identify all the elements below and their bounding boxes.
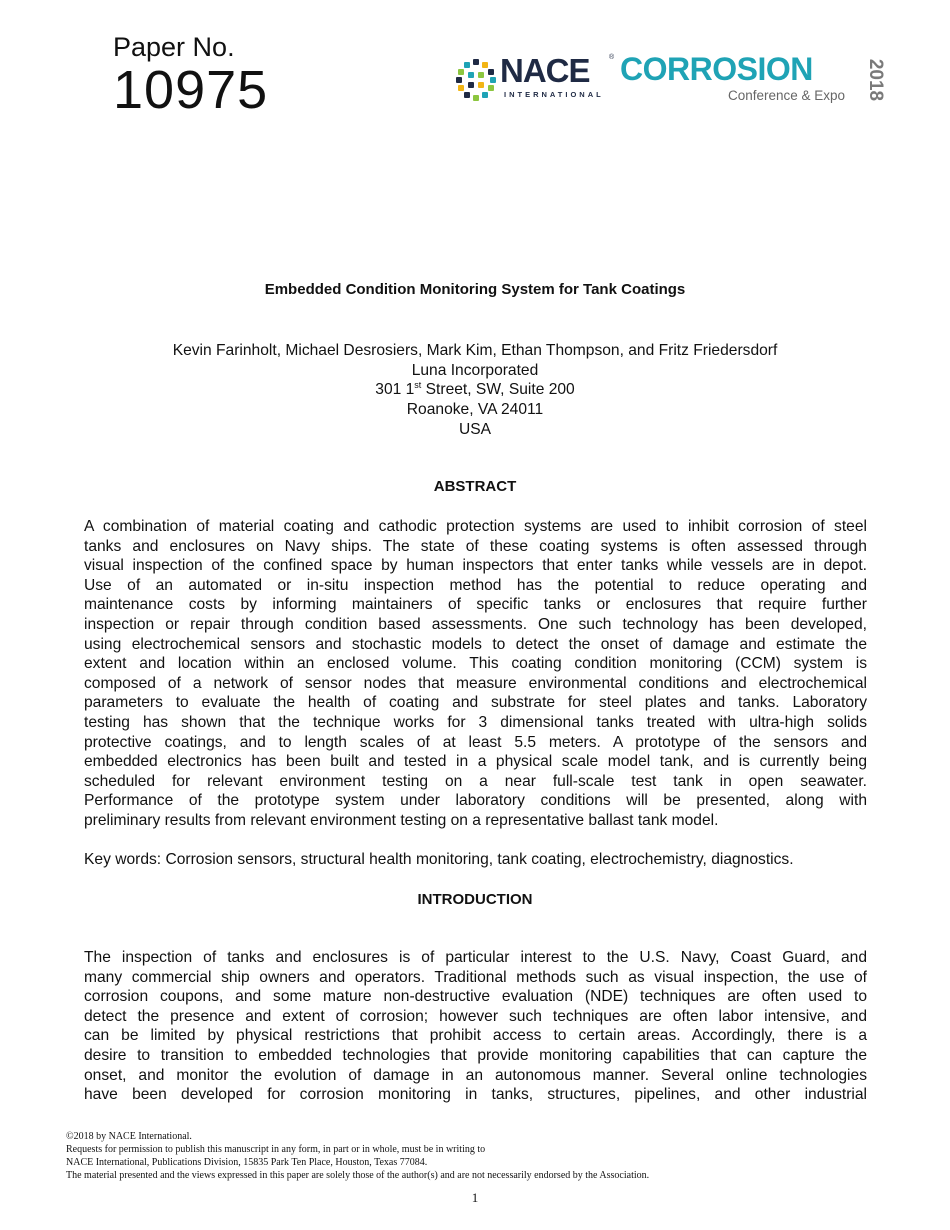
abstract-line: protective coatings, and to length scales of at least 5.5 meters. A prototype of the sensors and xyxy=(84,733,867,751)
address-street: Street, SW, Suite 200 xyxy=(421,381,575,399)
address-superscript: st xyxy=(414,380,422,391)
abstract-line: Use of an automated or in-situ inspection method has the potential to reduce operating and xyxy=(84,576,867,594)
abstract-line: testing has shown that the technique works for 3 dimensional tanks treated with ultra-high solids xyxy=(84,713,867,731)
abstract-heading: ABSTRACT xyxy=(433,478,517,495)
introduction-heading: INTRODUCTION xyxy=(417,891,533,908)
introduction-line: The inspection of tanks and enclosures is of particular interest to the U.S. Navy, Coast Guard, and xyxy=(84,949,867,966)
abstract-line: embedded electronics has been built and tested in a physical scale model tank, and is currently being xyxy=(84,753,867,771)
conference-year-text: 2018 xyxy=(865,58,886,102)
author-organization: Luna Incorporated xyxy=(411,361,539,379)
paper-number: 10975 xyxy=(113,60,269,120)
keywords xyxy=(84,850,867,870)
author-country: USA xyxy=(458,420,492,438)
abstract-paragraph xyxy=(84,517,867,831)
copyright-footer xyxy=(66,1130,649,1182)
abstract-line: maintenance costs by informing maintainers of specific tanks or enclosures that require further xyxy=(84,596,867,614)
abstract-line: parameters to evaluate the health of coating and substrate for steel plates and tanks. Laboratory xyxy=(84,694,867,712)
author-address xyxy=(0,380,950,400)
footer-line: NACE International, Publications Division, 15835 Park Ten Place, Houston, Texas 77084. xyxy=(66,1157,428,1168)
abstract-line: tanks and enclosures on Navy ships. The state of these coating systems is often assessed through xyxy=(84,537,867,555)
introduction-paragraph xyxy=(84,948,867,1105)
abstract-line: Performance of the prototype system under laboratory conditions will be presented, along with xyxy=(84,792,867,810)
abstract-line: scheduled for relevant environment testing on a near full-scale test tank in open seawater. xyxy=(84,772,867,790)
author-city: Roanoke, VA 24011 xyxy=(406,401,544,419)
paper-number-block xyxy=(113,32,269,120)
introduction-line: have been developed for corrosion monitoring in tanks, structures, pipelines, and other industrial xyxy=(84,1086,867,1104)
paper-number-label: Paper No. xyxy=(113,32,235,62)
conference-year xyxy=(864,56,886,104)
abstract-line: A combination of material coating and cathodic protection systems are used to inhibit corrosion of steel xyxy=(84,518,867,535)
abstract-line: composed of a network of sensor nodes that measure environmental conditions and electrochemical xyxy=(84,674,867,692)
registered-mark: ® xyxy=(609,54,615,61)
nace-wordmark: NACE xyxy=(500,52,590,89)
abstract-line: using electrochemical sensors and stochastic models to detect the onset of damage and estimate the xyxy=(84,635,867,653)
nace-globe-icon xyxy=(452,56,500,104)
footer-line: ©2018 by NACE International. xyxy=(66,1131,192,1142)
abstract-line: inspection or repair through condition based assessments. One such technology has been developed, xyxy=(84,615,867,633)
introduction-line: corrosion coupons, and some mature non-destructive evaluation (NDE) techniques are often used to xyxy=(84,988,867,1006)
footer-line: Requests for permission to publish this manuscript in any form, in part or in whole, must be in writing to xyxy=(66,1144,486,1155)
address-number: 301 1 xyxy=(375,381,415,399)
keywords-line: Key words: Corrosion sensors, structural health monitoring, tank coating, electrochemistry, diagnostics. xyxy=(84,851,794,868)
conference-logo xyxy=(452,52,892,108)
abstract-line: preliminary results from relevant environment testing on a representative ballast tank model. xyxy=(84,811,719,829)
corrosion-subtitle: Conference & Expo xyxy=(728,88,846,103)
introduction-line: many commercial ship owners and operators. Traditional methods such as visual inspection, the use of xyxy=(84,968,867,986)
page-number: 1 xyxy=(471,1190,479,1205)
author-block xyxy=(0,341,950,440)
abstract-line: visual inspection of the confined space by human inspectors that enter tanks while vessels are in depot. xyxy=(84,557,867,575)
introduction-line: detect the presence and extent of corrosion; however such techniques are often labor intensive, and xyxy=(84,1007,867,1025)
introduction-line: desire to transition to embedded technologies that provide monitoring capabilities that can capture the xyxy=(84,1046,867,1064)
nace-subtitle: INTERNATIONAL xyxy=(504,90,604,99)
footer-line: The material presented and the views expressed in this paper are solely those of the author(s) and are not necessarily endorsed by the Association. xyxy=(66,1170,650,1181)
author-names: Kevin Farinholt, Michael Desrosiers, Mark Kim, Ethan Thompson, and Fritz Friedersdorf xyxy=(172,342,778,359)
corrosion-wordmark: CORROSION xyxy=(620,51,813,87)
introduction-line: onset, and monitor the evolution of damage in an autonomous manner. Several online technologies xyxy=(84,1066,867,1084)
abstract-line: extent and location within an enclosed volume. This coating condition monitoring (CCM) system is xyxy=(84,655,867,673)
introduction-line: can be limited by physical restrictions that prohibit access to certain areas. Accordingly, there is a xyxy=(84,1027,867,1045)
paper-title: Embedded Condition Monitoring System for Tank Coatings xyxy=(264,281,686,298)
